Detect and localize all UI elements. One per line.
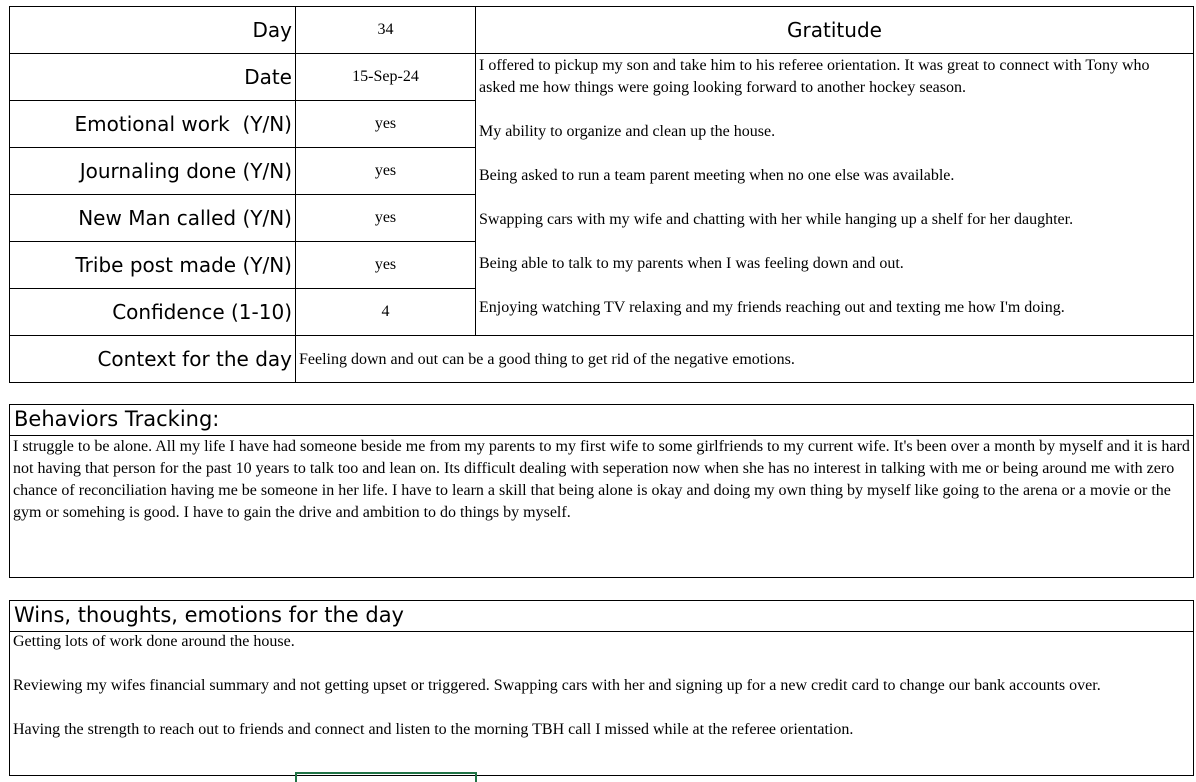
wins-header-cell[interactable] bbox=[10, 601, 1193, 632]
journaling-done-label-cell[interactable] bbox=[9, 147, 296, 195]
behaviors-title: Behaviors Tracking: bbox=[14, 407, 220, 431]
journaling-done-label: Journaling done (Y/N) bbox=[79, 159, 292, 183]
day-label-cell[interactable] bbox=[9, 6, 296, 54]
confidence-label-cell[interactable] bbox=[9, 288, 296, 336]
tribe-post-made-label-cell[interactable] bbox=[9, 241, 296, 289]
gratitude-header-cell[interactable] bbox=[475, 6, 1194, 54]
date-value: 15-Sep-24 bbox=[352, 68, 419, 85]
wins-section bbox=[9, 600, 1194, 776]
confidence-value-cell[interactable] bbox=[295, 288, 476, 336]
new-man-called-label: New Man called (Y/N) bbox=[78, 206, 292, 230]
selected-cell-indicator[interactable] bbox=[295, 772, 477, 782]
date-label: Date bbox=[244, 65, 292, 89]
gratitude-item: I offered to pickup my son and take him to his referee orientation. It was great to connect with Tony who asked me how things were going looking forward to another hockey season. bbox=[479, 57, 1150, 96]
day-label: Day bbox=[252, 18, 292, 42]
journaling-done-value-cell[interactable] bbox=[295, 147, 476, 195]
gratitude-item: Being asked to run a team parent meeting when no one else was available. bbox=[479, 167, 955, 184]
behaviors-header-cell[interactable] bbox=[10, 405, 1193, 436]
gratitude-item: Enjoying watching TV relaxing and my friends reaching out and texting me how I'm doing. bbox=[479, 299, 1065, 316]
tribe-post-made-label: Tribe post made (Y/N) bbox=[75, 253, 292, 277]
context-value-cell[interactable] bbox=[295, 335, 1194, 383]
gratitude-title: Gratitude bbox=[787, 18, 882, 42]
confidence-label: Confidence (1-10) bbox=[112, 300, 292, 324]
day-value-cell[interactable] bbox=[295, 6, 476, 54]
journaling-done-value: yes bbox=[374, 162, 397, 179]
gratitude-item: My ability to organize and clean up the house. bbox=[479, 123, 776, 140]
emotional-work-value: yes bbox=[374, 115, 397, 132]
date-label-cell[interactable] bbox=[9, 53, 296, 101]
emotional-work-label-cell[interactable] bbox=[9, 100, 296, 148]
confidence-value: 4 bbox=[381, 303, 390, 320]
wins-line[interactable]: Getting lots of work done around the house. bbox=[13, 633, 295, 650]
wins-title: Wins, thoughts, emotions for the day bbox=[14, 603, 404, 627]
wins-line[interactable]: Reviewing my wifes financial summary and not getting upset or triggered. Swapping cars with her and signing up for a new credit card to change our bank accounts over. bbox=[13, 677, 1101, 694]
gratitude-item: Being able to talk to my parents when I was feeling down and out. bbox=[479, 255, 904, 272]
new-man-called-value-cell[interactable] bbox=[295, 194, 476, 242]
date-value-cell[interactable] bbox=[295, 53, 476, 101]
context-label: Context for the day bbox=[97, 347, 292, 371]
new-man-called-value: yes bbox=[374, 209, 397, 226]
behaviors-section bbox=[9, 404, 1194, 578]
wins-line[interactable]: Having the strength to reach out to friends and connect and listen to the morning TBH call I missed while at the referee orientation. bbox=[13, 721, 854, 738]
new-man-called-label-cell[interactable] bbox=[9, 194, 296, 242]
context-label-cell[interactable] bbox=[9, 335, 296, 383]
emotional-work-value-cell[interactable] bbox=[295, 100, 476, 148]
context-value: Feeling down and out can be a good thing to get rid of the negative emotions. bbox=[299, 351, 795, 368]
gratitude-item: Swapping cars with my wife and chatting with her while hanging up a shelf for her daughter. bbox=[479, 211, 1074, 228]
tribe-post-made-value-cell[interactable] bbox=[295, 241, 476, 289]
tribe-post-made-value: yes bbox=[374, 256, 397, 273]
behaviors-text[interactable]: I struggle to be alone. All my life I have had someone beside me from my parents to my first wife to some girlfriends to my current wife. It's been over a month by myself and it is hard not having that person for the past 10 years to talk too and lean on. Its difficult dealing with seperation now when she has no interest in talking with me or being around me with zero chance of reconciliation having me be someone in her life. I have to learn a skill that being alone is okay and doing my own thing by myself like going to the arena or a movie or the gym or somehing is good. I have to gain the drive and ambition to do things by myself. bbox=[13, 438, 1190, 521]
day-value: 34 bbox=[377, 21, 394, 38]
emotional-work-label: Emotional work (Y/N) bbox=[74, 112, 292, 136]
